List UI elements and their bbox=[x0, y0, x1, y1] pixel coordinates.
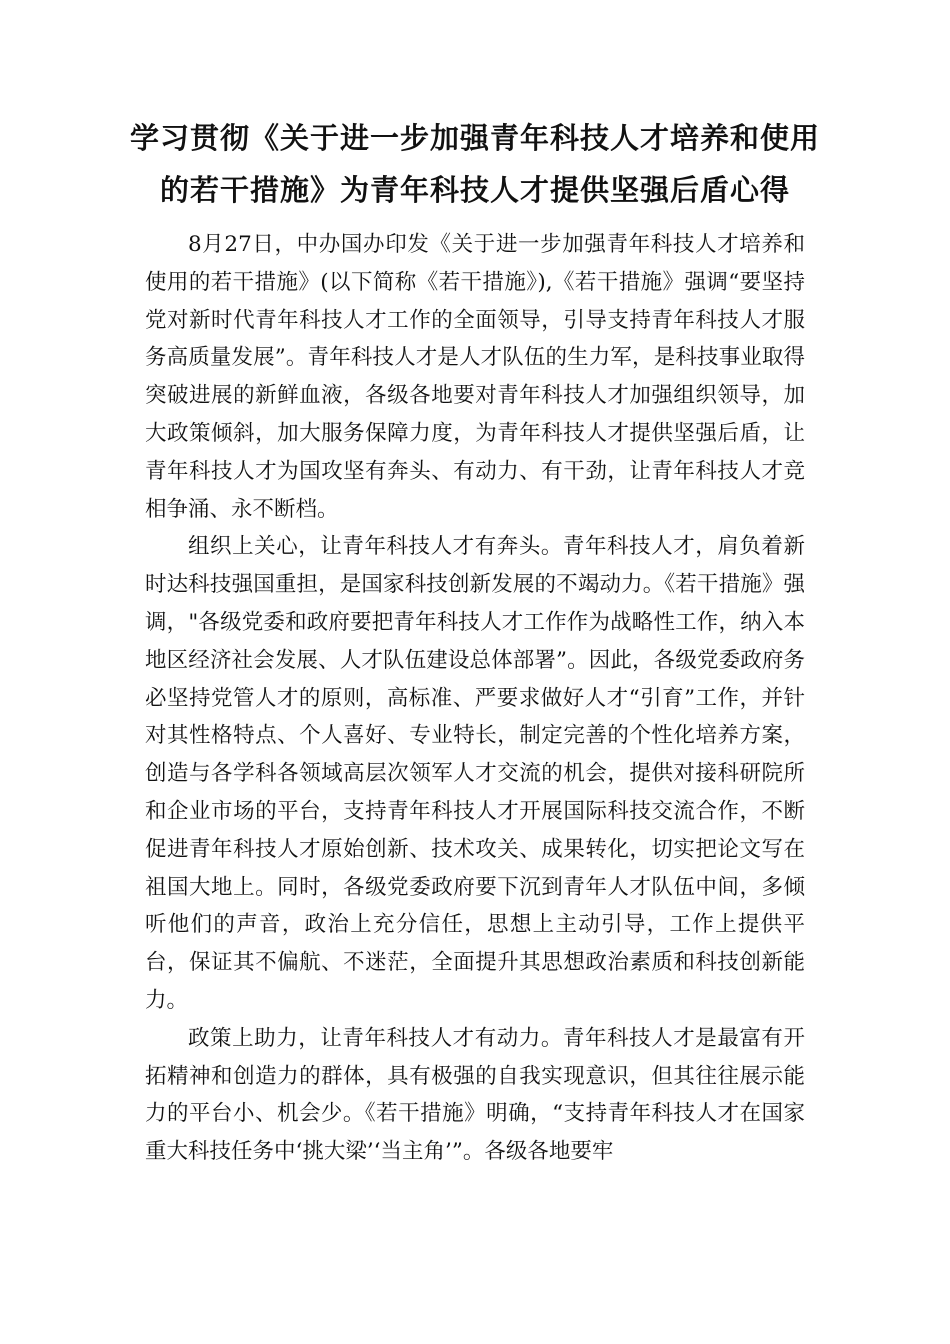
title-line-2: 的若干措施》为青年科技人才提供坚强后盾心得 bbox=[159, 173, 790, 207]
document-title bbox=[120, 112, 830, 216]
paragraph-2: 组织上关心，让青年科技人才有奔头。青年科技人才，肩负着新时达科技强国重担，是国家科技创新发展的不竭动力。《若干措施》强调，"各级党委和政府要把青年科技人才工作作为战略性工作，纳入本地区经济社会发展、人才队伍建设总体部署”。因此，各级党委政府务必坚持党管人才的原则，高标准、严要求做好人才“引育”工作，并针对其性格特点、个人喜好、专业特长，制定完善的个性化培养方案，创造与各学科各领域高层次领军人才交流的机会，提供对接科研院所和企业市场的平台，支持青年科技人才开展国际科技交流合作，不断促进青年科技人才原始创新、技术攻关、成果转化，切实把论文写在祖国大地上。同时，各级党委政府要下沉到青年人才队伍中间，多倾听他们的声音，政治上充分信任，思想上主动引导，工作上提供平台，保证其不偏航、不迷茫，全面提升其思想政治素质和科技创新能力。 bbox=[145, 534, 805, 1013]
title-line-1: 学习贯彻《关于进一步加强青年科技人才培养和使用 bbox=[129, 121, 820, 155]
paragraph-1: 8月27日，中办国办印发《关于进一步加强青年科技人才培养和使用的若干措施》(以下简称《若干措施》),《若干措施》强调“要坚持党对新时代青年科技人才工作的全面领导，引导支持青年科技人才服务高质量发展”。青年科技人才是人才队伍的生力军，是科技事业取得突破进展的新鲜血液，各级各地要对青年科技人才加强组织领导，加大政策倾斜，加大服务保障力度，为青年科技人才提供坚强后盾，让青年科技人才为国攻坚有奔头、有动力、有干劲，让青年科技人才竞相争涌、永不断档。 bbox=[145, 232, 805, 522]
paragraph-3: 政策上助力，让青年科技人才有动力。青年科技人才是最富有开拓精神和创造力的群体，具有极强的自我实现意识，但其往往展示能力的平台小、机会少。《若干措施》明确，“支持青年科技人才在国家重大科技任务中‘挑大梁’‘当主角’”。各级各地要牢 bbox=[145, 1025, 805, 1165]
document-body bbox=[145, 226, 805, 1171]
